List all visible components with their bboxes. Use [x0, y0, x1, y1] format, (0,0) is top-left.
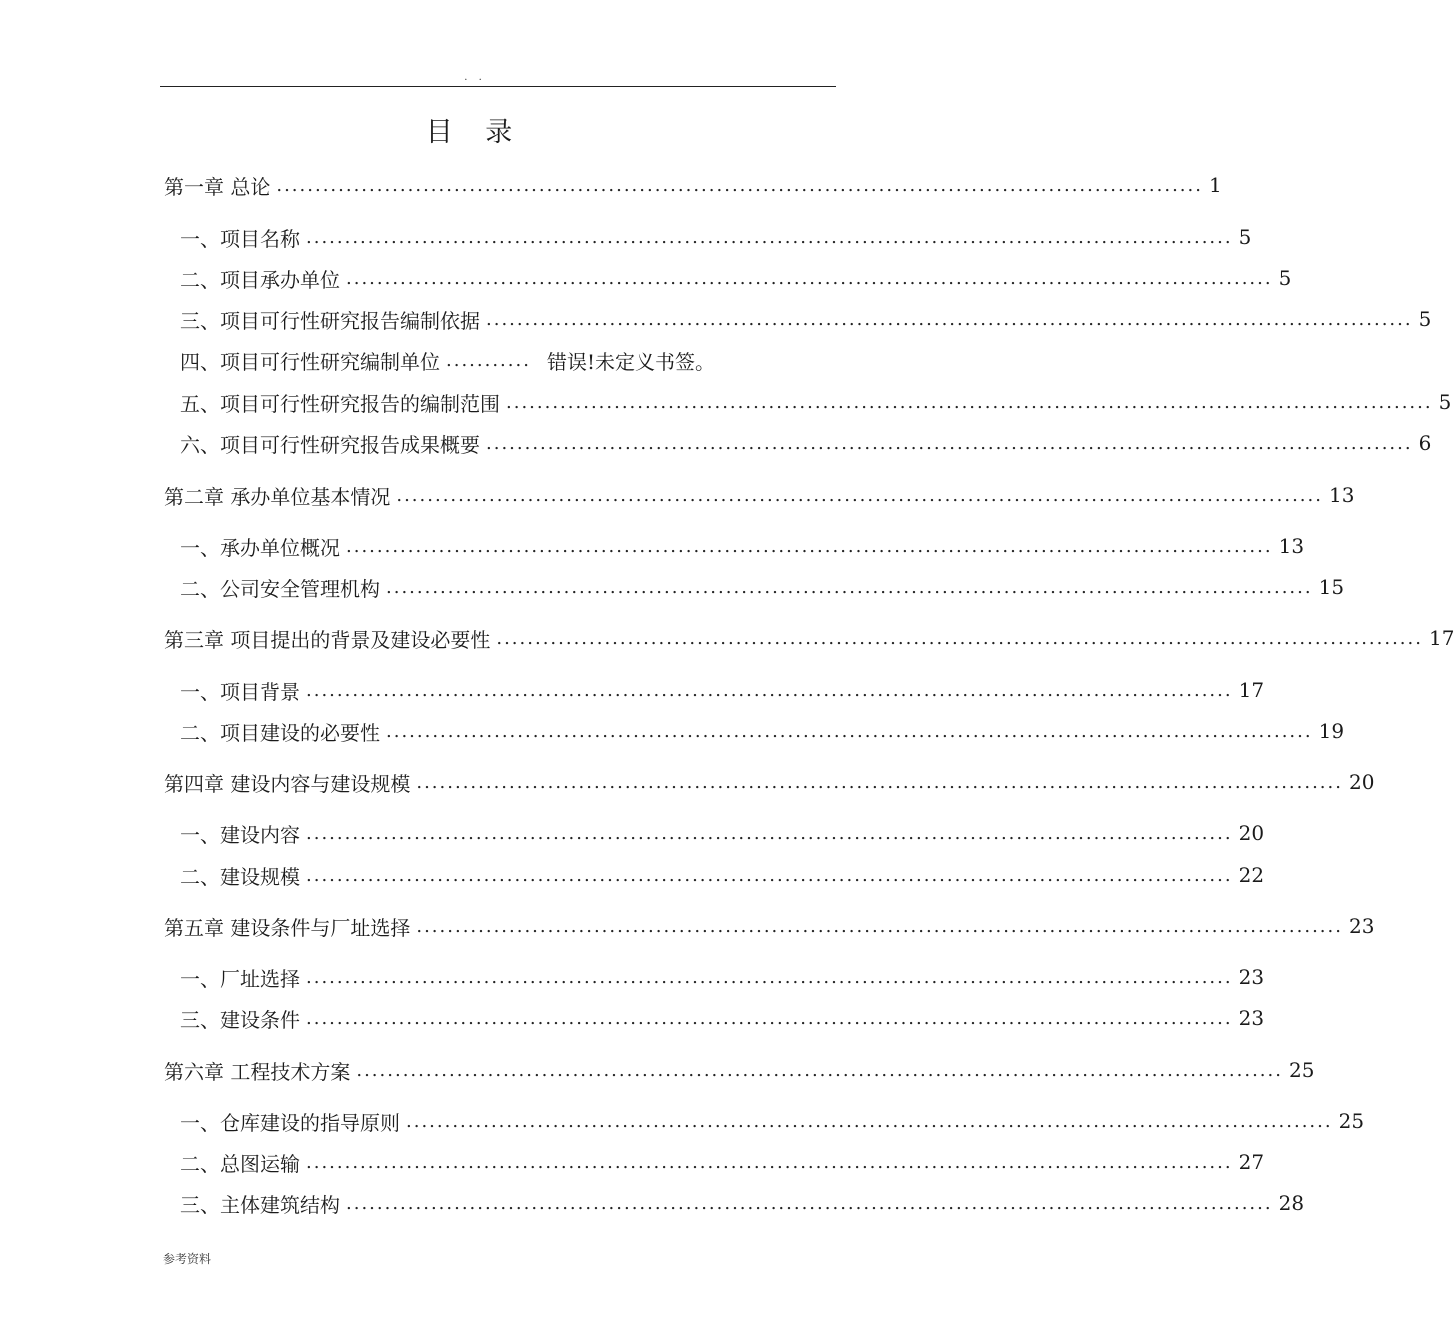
toc-entry-page: 13: [1328, 483, 1355, 507]
toc-entry-page: 6: [1418, 431, 1432, 455]
toc-entry[interactable]: [180, 716, 1345, 746]
toc-entry[interactable]: [180, 1188, 1305, 1218]
toc-entry[interactable]: [164, 170, 1222, 200]
toc-entry-page: 17: [1238, 678, 1265, 702]
toc-entry-page: 5: [1278, 266, 1292, 290]
toc-entry-label: 一、仓库建设的指导原则: [180, 1110, 400, 1135]
toc-entry[interactable]: [180, 818, 1265, 848]
toc-entry[interactable]: [180, 531, 1305, 561]
toc-entry-page: 23: [1348, 914, 1375, 938]
toc-leader-dots: ........................................................................................................................: [306, 1007, 1233, 1029]
toc-entry-page: 19: [1318, 719, 1345, 743]
toc-entry[interactable]: [180, 428, 1432, 458]
toc-leader-dots: ........................................................................................................................: [496, 627, 1423, 649]
toc-entry-label: 二、项目建设的必要性: [180, 720, 380, 745]
toc-entry[interactable]: [180, 263, 1292, 293]
toc-leader-dots: ........................................................................................................................: [396, 484, 1323, 506]
toc-leader-dots: ........................................................................................................................: [486, 308, 1413, 330]
toc-entry-label: 三、主体建筑结构: [180, 1192, 340, 1217]
toc-entry[interactable]: [164, 480, 1355, 510]
toc-entry[interactable]: [180, 675, 1265, 705]
toc-entry-page: 5: [1418, 307, 1432, 331]
toc-leader-dots: ........................................................................................................................: [506, 391, 1433, 413]
toc-entry[interactable]: [180, 222, 1252, 252]
toc-leader-dots: ........................................................................................................................: [346, 1192, 1273, 1214]
toc-leader-dots: ........................................................................................................................: [346, 267, 1273, 289]
toc-leader-dots: ........................................................................................................................: [306, 864, 1233, 886]
toc-entry-page: 13: [1278, 534, 1305, 558]
toc-entry-label: 三、建设条件: [180, 1007, 300, 1032]
toc-entry-label: 一、建设内容: [180, 822, 300, 847]
toc-entry-label: 一、厂址选择: [180, 966, 300, 991]
toc-entry-label: 六、项目可行性研究报告成果概要: [180, 432, 480, 457]
toc-entry[interactable]: [180, 1106, 1365, 1136]
toc-leader-dots: ........................................................................................................................: [306, 679, 1233, 701]
header-marks: . .: [464, 72, 486, 83]
toc-entry-label: 五、项目可行性研究报告的编制范围: [180, 391, 500, 416]
toc-entry-label: 第三章 项目提出的背景及建设必要性: [164, 627, 491, 652]
toc-leader-dots: ........................................................................................................................: [306, 822, 1233, 844]
toc-entry[interactable]: [180, 345, 856, 375]
header-rule: [160, 86, 836, 87]
toc-entry-label: 第二章 承办单位基本情况: [164, 484, 391, 509]
footer-note: 参考资料: [163, 1252, 212, 1266]
toc-leader-dots: ...........: [446, 349, 531, 371]
toc-entry[interactable]: [164, 623, 1454, 653]
toc-entry-label: 第五章 建设条件与厂址选择: [164, 915, 411, 940]
toc-leader-dots: ........................................................................................................................: [306, 966, 1233, 988]
toc-entry-label: 二、建设规模: [180, 864, 300, 889]
toc-entry-label: 二、总图运输: [180, 1151, 300, 1176]
toc-leader-dots: ........................................................................................................................: [386, 720, 1313, 742]
toc-leader-dots: ........................................................................................................................: [416, 771, 1343, 793]
toc-entry[interactable]: [180, 1147, 1265, 1177]
toc-entry-label: 第一章 总论: [164, 174, 271, 199]
toc-entry-label: 三、项目可行性研究报告编制依据: [180, 308, 480, 333]
toc-entry-page: 20: [1238, 821, 1265, 845]
toc-entry-page: 5: [1438, 390, 1452, 414]
toc-leader-dots: ........................................................................................................................: [386, 576, 1313, 598]
toc-leader-dots: ........................................................................................................................: [356, 1059, 1283, 1081]
toc-leader-dots: ........................................................................................................................: [486, 432, 1413, 454]
toc-leader-dots: ........................................................................................................................: [406, 1110, 1333, 1132]
toc-entry-page: 23: [1238, 965, 1265, 989]
toc-leader-dots: ........................................................................................................................: [346, 535, 1273, 557]
toc-entry-page: 23: [1238, 1006, 1265, 1030]
toc-leader-dots: ........................................................................................................................: [306, 226, 1233, 248]
toc-entry-page: 15: [1318, 575, 1345, 599]
toc-entry-page: 17: [1428, 626, 1454, 650]
toc-entry-label: 二、项目承办单位: [180, 267, 340, 292]
toc-leader-dots: ........................................................................................................................: [306, 1151, 1233, 1173]
toc-entry-page: 1: [1208, 173, 1222, 197]
toc-entry[interactable]: [164, 1055, 1315, 1085]
toc-entry-page: 25: [1288, 1058, 1315, 1082]
toc-entry-page: 28: [1278, 1191, 1305, 1215]
toc-entry-page: 错误!未定义书签。: [546, 349, 715, 374]
toc-leader-dots: ........................................................................................................................: [276, 174, 1203, 196]
toc-entry-label: 四、项目可行性研究编制单位: [180, 349, 440, 374]
toc-entry-label: 第六章 工程技术方案: [164, 1059, 351, 1084]
toc-entry[interactable]: [180, 572, 1345, 602]
toc-entry[interactable]: [164, 911, 1375, 941]
toc-entry-page: 5: [1238, 225, 1252, 249]
toc-entry-page: 22: [1238, 863, 1265, 887]
toc-entry[interactable]: [180, 860, 1265, 890]
toc-entry-label: 一、项目背景: [180, 679, 300, 704]
toc-entry-page: 27: [1238, 1150, 1265, 1174]
toc-leader-dots: ........................................................................................................................: [416, 915, 1343, 937]
toc-entry[interactable]: [180, 304, 1432, 334]
toc-entry-label: 第四章 建设内容与建设规模: [164, 771, 411, 796]
toc-entry-page: 25: [1338, 1109, 1365, 1133]
toc-entry-page: 20: [1348, 770, 1375, 794]
toc-entry[interactable]: [180, 1003, 1265, 1033]
toc-entry-label: 一、项目名称: [180, 226, 300, 251]
toc-title: 目 录: [425, 117, 525, 148]
toc-entry-label: 一、承办单位概况: [180, 535, 340, 560]
toc-entry[interactable]: [180, 962, 1265, 992]
toc-entry-label: 二、公司安全管理机构: [180, 576, 380, 601]
toc-entry[interactable]: [164, 767, 1375, 797]
toc-entry[interactable]: [180, 387, 1452, 417]
